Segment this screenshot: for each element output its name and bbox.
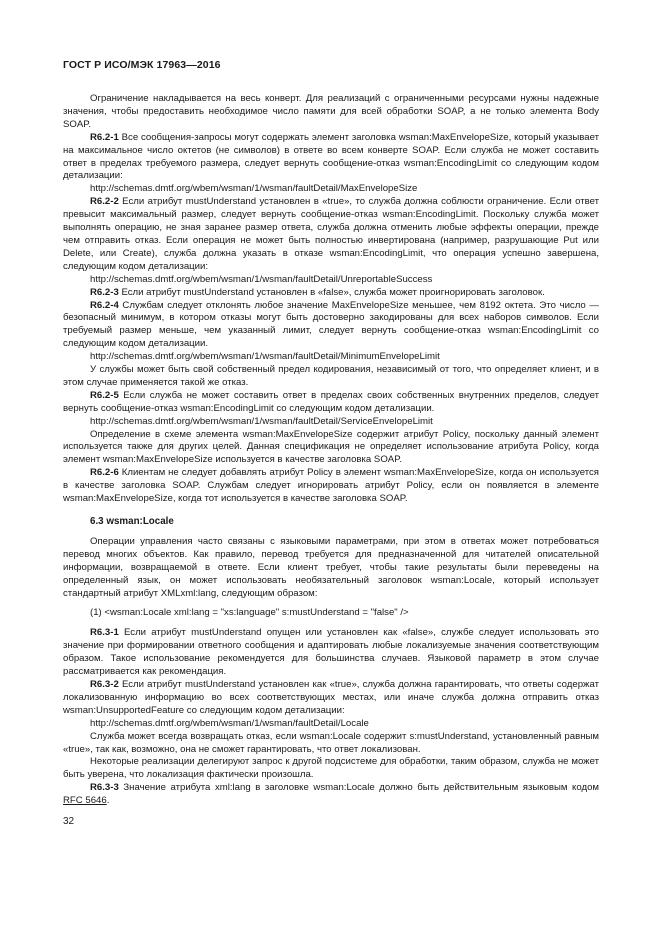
page-number: 32 (63, 816, 75, 827)
requirement-r6-2-2 (63, 196, 599, 273)
requirement-text: Все сообщения-запросы могут содержать элемент заголовка wsman:MaxEnvelopeSize, который указывает на максимальное число октетов (не символов) в ответе во всем конверте SOAP. Если служба не может составить ответ в пределах требуемого размера, следует вернуть сообщение-отказ wsman:EncodingLimit со следующим кодом детализации: (63, 131, 599, 182)
requirement-text: Клиентам не следует добавлять атрибут Policy в элемент wsman:MaxEnvelopeSize, когда он используется в качестве заголовка SOAP. Службам следует игнорировать атрибут Policy, если он появляется в элементе wsman:MaxEnvelopeSize, когда тот используется в качестве заголовка SOAP. (63, 467, 599, 505)
paragraph: Некоторые реализации делегируют запрос к другой подсистеме для обработки, таким образом, служба не может быть уверена, что локализация фактически произошла. (63, 756, 599, 781)
code-example: (1) <wsman:Locale xml:lang = "xs:language" s:mustUnderstand = "false" /> (90, 607, 409, 619)
requirement-r6-3-2 (63, 679, 599, 718)
fault-detail-uri: http://schemas.dmtf.org/wbem/wsman/1/wsman/faultDetail/Locale (90, 717, 369, 729)
fault-detail-uri: http://schemas.dmtf.org/wbem/wsman/1/wsman/faultDetail/MaxEnvelopeSize (90, 183, 418, 195)
requirement-text: Если атрибут mustUnderstand установлен в «true», то служба должна соблюсти ограничение. Если ответ превысит максимальный размер, следует вернуть сообщение-отказ wsman:EncodingLimit. Поскольку служба может выполнять операцию, не зная заранее размер ответа, служба должна отменить любые эффекты операции, прежде чем отправить отказ. Если операция не может быть полностью инвертирована (например, разрушающие Put или Delete, или Create), служба должна указать в отказе wsman:EncodingLimit, что операция успешно завершена, следующим кодом детализации: (63, 196, 599, 272)
requirement-r6-3-3 (63, 782, 599, 808)
paragraph: У службы может быть свой собственный предел кодирования, независимый от того, что определяет клиент, и в этом случае применяется такой же отказ. (63, 364, 599, 388)
page-body (63, 93, 599, 808)
requirement-text: Если атрибут mustUnderstand установлен в «false», служба может проигнорировать заголовок. (118, 286, 545, 298)
paragraph: Операции управления часто связаны с языковыми параметрами, при этом в ответах может потребоваться перевод многих объектов. Как правило, перевод требуется для предназначенной для читателей описательной информации, возвращаемой в ответе. Если клиент требует, чтобы такие результаты были переведены на определенный язык, он может использовать необязательный заголовок wsman:Locale, который использует стандартный атрибут XMLxml:lang, следующим образом: (63, 535, 599, 599)
requirement-label: R6.2-5 (90, 389, 119, 401)
requirement-text: Если атрибут mustUnderstand опущен или установлен как «false», службе следует использовать это значение при формировании ответного сообщения и адаптировать любые локализуемые значения соответствующим образом. Такое использование рекомендуется для большинства случаев. Языковой параметр в этом случае рассматривается как рекомендация. (63, 627, 599, 678)
requirement-label: R6.2-3 (90, 286, 119, 298)
requirement-r6-2-1 (63, 132, 599, 184)
section-heading: 6.3 wsman:Locale (90, 516, 174, 527)
requirement-label: R6.2-1 (90, 131, 119, 143)
document-header: ГОСТ Р ИСО/МЭК 17963—2016 (63, 59, 221, 71)
paragraph: Определение в схеме элемента wsman:MaxEnvelopeSize содержит атрибут Policy, поскольку данный элемент используется также для других целей. Данная спецификация не определяет использование атрибута Policy, когда элемент wsman:MaxEnvelopeSize используется в качестве заголовка SOAP. (63, 428, 599, 466)
requirement-label: R6.2-2 (90, 196, 119, 208)
requirement-label: R6.3-3 (90, 782, 119, 794)
requirement-label: R6.2-6 (90, 467, 119, 479)
requirement-label: R6.2-4 (90, 299, 119, 311)
requirement-r6-2-5 (63, 390, 599, 416)
requirement-r6-2-4 (63, 300, 599, 352)
requirement-text: Значение атрибута xml:lang в заголовке wsman:Locale должно быть действительным языковым кодом (118, 782, 599, 794)
requirement-text: Службам следует отклонять любое значение MaxEnvelopeSize меньшее, чем 8192 октета. Это число — безопасный минимум, в котором отказы могут быть достоверно закодированы для всех наборов символов. Если требуемый размер меньше, чем указанный лимит, следует вернуть сообщение-отказ wsman:EncodingLimit со следующим кодом детализации. (63, 299, 599, 350)
requirement-r6-2-3 (63, 287, 599, 300)
fault-detail-uri: http://schemas.dmtf.org/wbem/wsman/1/wsman/faultDetail/UnreportableSuccess (90, 273, 433, 285)
requirement-text: Если атрибут mustUnderstand установлен как «true», служба должна гарантировать, что ответы содержат локализованную информацию во всех соответствующих местах, или иначе служба должна отправить отказ wsman:UnsupportedFeature со следующим кодом детализации: (63, 678, 599, 716)
fault-detail-uri: http://schemas.dmtf.org/wbem/wsman/1/wsman/faultDetail/ServiceEnvelopeLimit (90, 415, 433, 427)
rfc-link[interactable]: RFC 5646 (63, 795, 107, 807)
requirement-r6-2-6 (63, 467, 599, 506)
requirement-label: R6.3-1 (90, 627, 119, 639)
requirement-text: Если служба не может составить ответ в пределах своих собственных внутренних пределов, следует вернуть сообщение-отказ wsman:EncodingLimit со следующим кодом детализации. (63, 389, 599, 414)
fault-detail-uri: http://schemas.dmtf.org/wbem/wsman/1/wsman/faultDetail/MinimumEnvelopeLimit (90, 351, 440, 363)
requirement-label: R6.3-2 (90, 678, 119, 690)
paragraph: Служба может всегда возвращать отказ, если wsman:Locale содержит s:mustUnderstand, установленный равным «true», так как, возможно, она не сможет гарантировать, что ответ локализован. (63, 730, 599, 755)
paragraph: Ограничение накладывается на весь конверт. Для реализаций с ограниченными ресурсами нужны надежные значения, чтобы предоставить необходимое число памяти для всей обработки SOAP, а не только элемента Body SOAP. (63, 93, 599, 130)
requirement-r6-3-1 (63, 627, 599, 679)
requirement-text-end: . (106, 795, 110, 807)
